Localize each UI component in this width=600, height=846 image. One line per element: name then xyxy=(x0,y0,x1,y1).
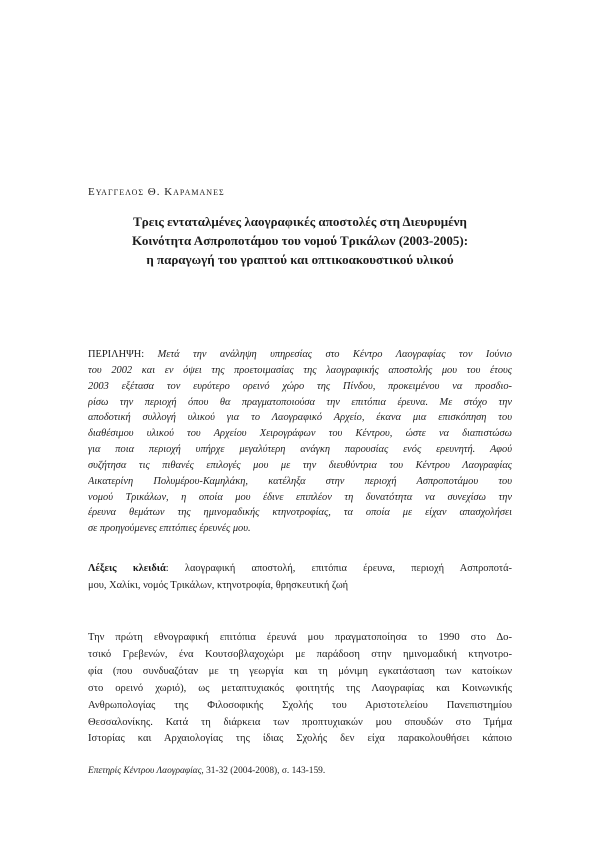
author-name: Ευαγγελος Θ. Καραμανες xyxy=(88,186,225,198)
body-paragraph xyxy=(88,630,512,748)
body-line: φία (που συνδυαζόταν με τη γεωργία και τη μόνιμη εγκατάσταση των κατοίκων xyxy=(88,665,512,677)
abstract-label: ΠΕΡΙΛΗΨΗ: xyxy=(88,349,145,360)
abstract-line: του 2002 και εν όψει της προετοιμασίας της λαογραφικής αποστολής μου του έτους xyxy=(88,364,512,376)
abstract-line: συζήτησα τις πιθανές επιλογές μου με την διευθύντρια του Κέντρου Λαογραφίας xyxy=(88,459,512,471)
body-line: Ανθρωπολογίας της Φιλοσοφικής Σχολής του Αριστοτελείου Πανεπιστημίου xyxy=(88,699,512,711)
body-line: στο ορεινό χωριό), ως μεταπτυχιακός φοιτητής της Λαογραφίας και Κοινωνικής xyxy=(88,682,512,694)
keywords-line-text: : λαογραφική αποστολή, επιτόπια έρευνα, περιοχή Ασπροποτά- xyxy=(165,563,512,574)
abstract-line: σε προηγούμενες επιτόπιες έρευνές μου. xyxy=(88,523,251,535)
journal-citation xyxy=(88,766,325,776)
abstract-line: Αικατερίνη Πολυμέρου-Καμηλάκη, κατέληξα στην περιοχή Ασπροποτάμου του xyxy=(88,475,512,487)
abstract-line: 2003 εξέτασα τον ευρύτερο ορεινό χώρο της Πίνδου, προκειμένου να προσδιο- xyxy=(88,380,512,392)
title-line: Κοινότητα Ασπροποτάμου του νομού Τρικάλων (2003-2005): xyxy=(131,233,469,248)
body-line: Την πρώτη εθνογραφική επιτόπια έρευνά μου πραγματοποίησα το 1990 στο Δο- xyxy=(88,632,512,643)
article-title xyxy=(88,212,512,269)
keywords-line: μου, Χαλίκι, νομός Τρικάλων, κτηνοτροφία, θρησκευτική ζωή xyxy=(88,580,349,591)
journal-name: Επετηρίς Κέντρου Λαογραφίας xyxy=(88,766,202,776)
citation-details: , 31-32 (2004-2008), σ. 143-159. xyxy=(201,766,326,776)
abstract-line: διαθέσιμου υλικού του Αρχείου Χειρογράφων του Κέντρου, ώστε να διαπιστώσω xyxy=(88,428,512,440)
abstract-line-text: Μετά την ανάληψη υπηρεσίας στο Κέντρο Λαογραφίας τον Ιούνιο xyxy=(157,349,512,360)
body-line: Ιστορίας και Αρχαιολογίας της ίδιας Σχολής δεν είχα παρακολουθήσει κάποιο xyxy=(88,733,512,745)
abstract xyxy=(88,347,512,537)
abstract-line: για ποια περιοχή υπήρχε μεγαλύτερη ανάγκη παρουσίας ενός ερευνητή. Αφού xyxy=(88,444,512,456)
abstract-line: έρευνα θεμάτων της ημινομαδικής κτηνοτροφίας, τα οποία με είχαν απασχολήσει xyxy=(88,507,512,519)
abstract-line xyxy=(88,347,512,363)
body-line: τσικό Γρεβενών, ένα Κουτσοβλαχοχώρι με παράδοση στην ημινομαδική κτηνοτρο- xyxy=(88,648,512,660)
title-line: Τρεις ενταταλμένες λαογραφικές αποστολές στη Διευρυμένη xyxy=(133,214,467,229)
keywords-label: Λέξεις κλειδιά xyxy=(88,563,166,574)
body-line: Θεσσαλονίκης. Κατά τη διάρκεια των προπτυχιακών μου σπουδών στο Τμήμα xyxy=(88,716,512,728)
title-line: η παραγωγή του γραπτού και οπτικοακουστικού υλικού xyxy=(146,252,454,267)
keywords-line xyxy=(88,560,512,577)
abstract-line: αποδοτική συλλογή υλικού για το Λαογραφικό Αρχείο, έκανα μια επισκόπηση του xyxy=(88,412,512,424)
keywords xyxy=(88,560,512,594)
abstract-line: νομού Τρικάλων, η οποία μου έδινε επιπλέον τη δυνατότητα να συνεχίσω την xyxy=(88,491,512,503)
abstract-line: ρίσω την περιοχή όπου θα πραγματοποιούσα την επιτόπια έρευνα. Με στόχο την xyxy=(88,396,512,408)
